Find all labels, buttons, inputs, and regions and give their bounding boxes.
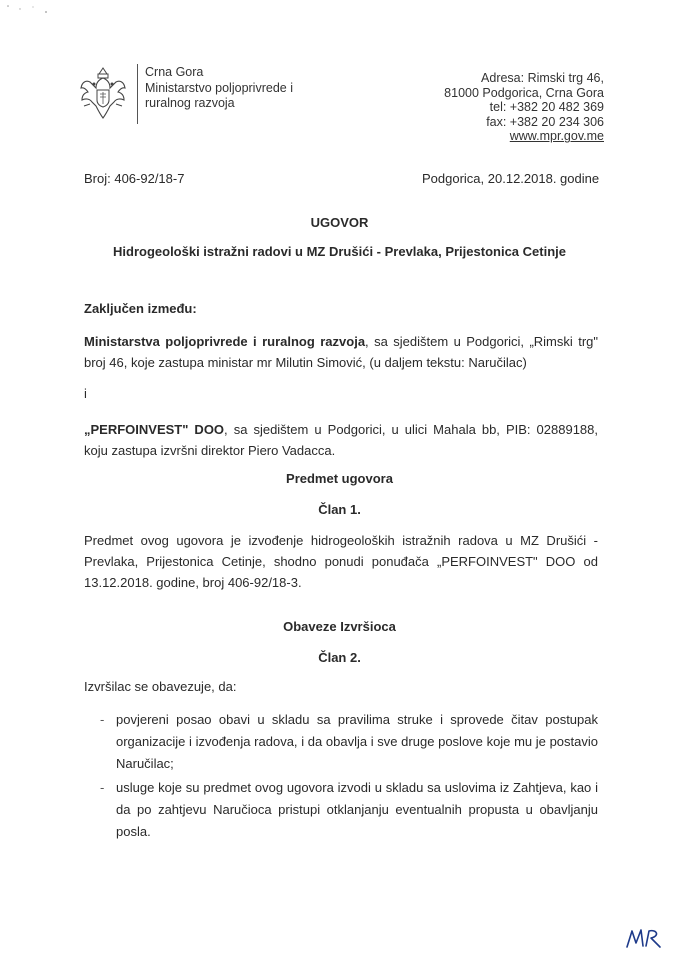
contact-block [444, 71, 604, 144]
document-subtitle: Hidrogeološki istražni radovi u MZ Drušići - Prevlaka, Prijestonica Cetinje [113, 244, 566, 259]
contact-city: 81000 Podgorica, Crna Gora [444, 85, 604, 100]
section2-intro: Izvršilac se obavezuje, da: [84, 679, 237, 694]
party1-details: , sa sjedištem u Podgorici, „Rimski trg" broj 46, koje zastupa ministar mr Milutin Simović, (u daljem tekstu: Naručilac) [84, 334, 598, 370]
concluded-heading: Zaključen između: [84, 301, 197, 316]
handwritten-initials-signature [624, 925, 672, 951]
party1-paragraph [84, 331, 598, 373]
document-title: UGOVOR [310, 215, 369, 230]
country-name: Crna Gora [145, 65, 204, 79]
section1-title: Predmet ugovora [286, 471, 393, 486]
obligation-item-1: povjereni posao obavi u skladu sa pravilima struke i sprovede čitav postupak organizacije i izvođenja radova, i da obavlja i sve druge poslove koje mu je postavio Naručilac; [116, 712, 598, 771]
conjunction-and: i [84, 386, 87, 401]
party2-paragraph [84, 419, 598, 461]
contact-fax: fax: +382 20 234 306 [486, 114, 604, 129]
reference-number: Broj: 406-92/18-7 [84, 171, 185, 186]
coat-of-arms-icon [78, 66, 128, 122]
ministry-name-block [145, 65, 293, 112]
contact-address: Adresa: Rimski trg 46, [481, 71, 604, 85]
scan-specks [0, 0, 60, 22]
party2-details: , sa sjedištem u Podgorici, u ulici Mahala bb, PIB: 02889188, koju zastupa izvršni direktor Piero Vadacca. [84, 422, 598, 458]
section1-paragraph: Predmet ovog ugovora je izvođenje hidrogeoloških istražnih radova u MZ Drušići - Prevlaka, Prijestonica Cetinje, shodno ponudi ponuđača „PERFOINVEST" DOO od 13.12.2018. godine, broj 406-92/18-3. [84, 533, 598, 590]
bullet-marker: - [100, 780, 105, 795]
ministry-name-line2: ruralnog razvoja [145, 96, 235, 110]
contact-website-link[interactable]: www.mpr.gov.me [509, 129, 604, 144]
contact-phone: tel: +382 20 482 369 [489, 100, 604, 115]
party1-name: Ministarstva poljoprivrede i ruralnog razvoja [84, 334, 366, 349]
ministry-name-line1: Ministarstvo poljoprivrede i [145, 80, 293, 95]
section2-title: Obaveze Izvršioca [283, 619, 396, 634]
section1-article: Član 1. [318, 502, 361, 517]
header-divider [137, 64, 138, 124]
obligation-item-2: usluge koje su predmet ovog ugovora izvodi u skladu sa uslovima iz Zahtjeva, kao i da po zahtjevu Naručioca pristupi otklanjanju eventualnih propusta u obavljanju posla. [116, 780, 598, 839]
section2-article: Član 2. [318, 650, 361, 665]
bullet-marker: - [100, 712, 105, 727]
party2-name: „PERFOINVEST" DOO [84, 422, 225, 437]
document-date: Podgorica, 20.12.2018. godine [422, 171, 600, 186]
